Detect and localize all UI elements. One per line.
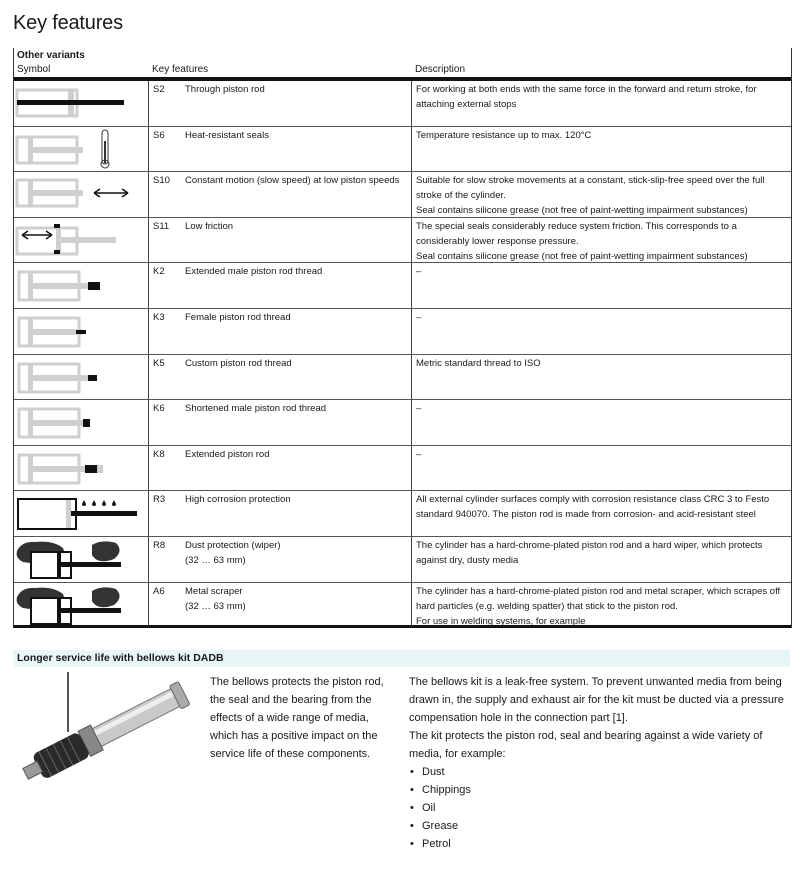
list-item: • Chippings [409,781,784,799]
variant-code: A6 [153,585,165,597]
variant-description: The special seals considerably reduce system friction. This corresponds to a considerably lower response pressure. Seal contains silicone grease (not free of paint-wetting impairment substances) [416,220,748,262]
variant-feature: Extended piston rod [185,448,270,460]
variant-description: – [416,448,422,460]
variant-feature: Shortened male piston rod thread [185,403,327,415]
variant-feature: High corrosion protection [185,494,291,506]
feature-cell [149,583,412,626]
bellows-heading: Longer service life with bellows kit DADB [13,650,790,667]
variant-code: R8 [153,539,166,551]
feature-cell [149,172,412,217]
bellows-kit-image [12,672,197,787]
variant-symbol [14,127,149,172]
table-row [14,127,791,173]
variant-code: S2 [153,84,165,95]
table-row [14,218,791,264]
variant-symbol [14,81,149,126]
variant-feature: Female piston rod thread [185,311,291,323]
feature-cell [149,355,412,400]
variant-feature: Dust protection (wiper) (32 … 63 mm) [185,539,281,566]
variant-symbol [14,355,149,400]
bellows-detail-paragraph-2: The kit protects the piston rod, seal and bearing against a wide variety of media, for example: [409,730,763,760]
table-header [14,63,791,81]
variant-symbol [14,583,149,626]
variant-feature: Low friction [185,220,234,232]
variant-description: The cylinder has a hard-chrome-plated piston rod and a hard wiper, which protects against dry, dusty media [416,539,763,566]
cylinder-symbol-icon [14,537,149,582]
variant-code: K3 [153,311,165,323]
cylinder-symbol-icon [14,355,149,400]
variant-feature: Extended male piston rod thread [185,266,323,278]
feature-cell [149,400,412,445]
header-feature: Key features [152,64,209,75]
variant-code: S11 [153,220,170,232]
feature-cell [149,263,412,308]
cylinder-symbol-icon [14,81,149,126]
variant-code: K6 [153,403,165,415]
header-symbol: Symbol [17,64,51,75]
cylinder-symbol-icon [14,263,149,308]
features-table [13,48,792,628]
table-row [14,263,791,309]
variant-description: For working at both ends with the same force in the forward and return stroke, for attaching external stops [416,84,757,110]
page-title: Key features [13,12,123,34]
variant-code: S10 [153,175,170,187]
cylinder-symbol-icon [14,400,149,445]
variant-symbol [14,309,149,354]
cylinder-symbol-icon [14,172,149,217]
table-row [14,172,791,218]
variant-code: S6 [153,129,165,141]
feature-cell [149,537,412,582]
cylinder-symbol-icon [14,583,149,626]
variant-symbol [14,218,149,263]
variant-code: K5 [153,357,165,369]
variant-code: R3 [153,494,166,506]
variant-symbol [14,446,149,491]
bellows-detail-paragraph-1: The bellows kit is a leak-free system. To prevent unwanted media from being drawn in, the supply and exhaust air for the kit must be ducted via a pressure compensation hole in the connection part [1]. [409,676,784,724]
table-row [14,81,791,127]
variant-description: – [416,311,422,323]
feature-cell [149,127,412,172]
list-item: • Petrol [409,835,784,853]
variant-symbol [14,537,149,582]
variant-description: Temperature resistance up to max. 120°C [416,129,592,141]
feature-cell [149,309,412,354]
table-row [14,583,791,629]
section-label: Other variants [17,50,85,61]
feature-cell [149,218,412,263]
table-row [14,400,791,446]
variant-description: Suitable for slow stroke movements at a constant, stick-slip-free speed over the full stroke of the cylinder. Seal contains silicone grease (not free of paint-wetting impairment substances) [416,175,765,217]
variant-feature: Metal scraper (32 … 63 mm) [185,585,246,612]
cylinder-symbol-icon [14,218,149,263]
variant-code: K2 [153,266,165,278]
variant-feature: Through piston rod [185,84,265,95]
list-item: • Dust [409,763,784,781]
variant-description: Metric standard thread to ISO [416,357,541,369]
variant-description: The cylinder has a hard-chrome-plated piston rod and metal scraper, which scrapes off hard particles (e.g. welding spatter) that stick to the piston rod. For use in welding systems, for example [416,585,781,627]
variant-description: – [416,403,422,415]
variant-feature: Custom piston rod thread [185,357,292,369]
variant-symbol [14,263,149,308]
feature-cell [149,491,412,536]
table-row [14,355,791,401]
cylinder-symbol-icon [14,309,149,354]
variant-symbol [14,400,149,445]
table-row [14,309,791,355]
bellows-description: The bellows protects the piston rod, the seal and the bearing from the effects of a wide range of media, which has a positive impact on the service life of these components. [210,676,384,760]
table-row [14,537,791,583]
feature-cell [149,446,412,491]
variant-description: All external cylinder surfaces comply with corrosion resistance class CRC 3 to Festo standard 940070. The piston rod is made from corrosion- and acid-resistant steel [416,494,770,521]
table-row [14,491,791,537]
list-item: • Oil [409,799,784,817]
bellows-details [409,673,784,853]
variant-description: – [416,266,422,278]
feature-cell [149,81,412,126]
list-item: • Grease [409,817,784,835]
variant-feature: Constant motion (slow speed) at low piston speeds [185,175,400,187]
variant-symbol [14,491,149,536]
media-list [409,763,784,853]
variant-feature: Heat-resistant seals [185,129,269,141]
table-row [14,446,791,492]
cylinder-symbol-icon [14,127,149,172]
cylinder-symbol-icon [14,446,149,491]
variant-symbol [14,172,149,217]
header-description: Description [415,64,466,75]
cylinder-symbol-icon [14,491,149,536]
variant-code: K8 [153,448,165,460]
